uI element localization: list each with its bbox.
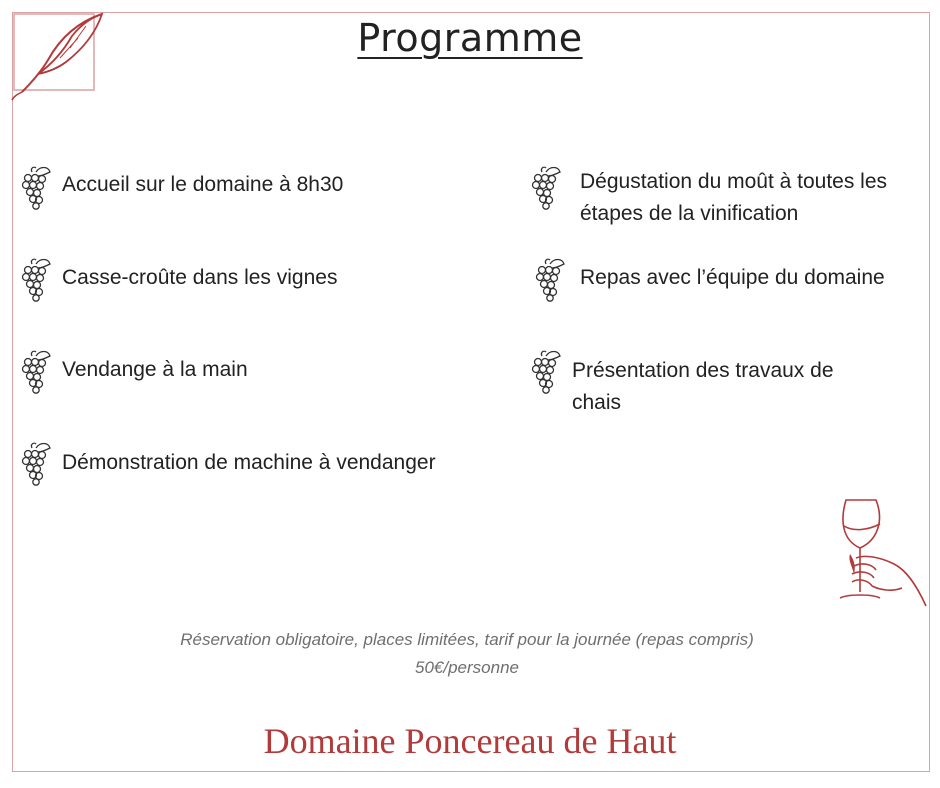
- program-item-label: Démonstration de machine à vendanger: [62, 451, 436, 474]
- grape-icon: [18, 440, 54, 486]
- program-item-label: Dégustation du moût à toutes les étapes de la vinification: [580, 170, 888, 225]
- grape-icon: [18, 256, 54, 302]
- program-item-label: Casse-croûte dans les vignes: [62, 266, 338, 289]
- program-item: [528, 164, 930, 230]
- page-title: Programme: [357, 16, 583, 60]
- grape-icon: [528, 164, 564, 210]
- program-item-label: Accueil sur le domaine à 8h30: [62, 173, 344, 196]
- grape-icon: [18, 348, 54, 394]
- program-item: [532, 256, 885, 302]
- program-item: [18, 256, 337, 302]
- program-item-label: Vendange à la main: [62, 358, 248, 381]
- wine-glass-hand-icon: [826, 494, 930, 630]
- price-line: 50€/personne: [415, 658, 519, 677]
- grape-icon: [18, 164, 54, 210]
- program-item-label: Repas avec l’équipe du domaine: [580, 266, 885, 289]
- domain-name: Domaine Poncereau de Haut: [263, 721, 677, 761]
- program-item: [528, 348, 882, 419]
- grape-icon: [528, 348, 564, 394]
- program-item: [18, 348, 248, 394]
- program-item: [18, 164, 343, 210]
- reservation-notice: [0, 626, 934, 682]
- program-item: [18, 440, 436, 486]
- notice-line: Réservation obligatoire, places limitées, tarif pour la journée (repas compris): [180, 630, 754, 649]
- grape-icon: [532, 256, 568, 302]
- program-item-label: Présentation des travaux de chais: [572, 359, 834, 414]
